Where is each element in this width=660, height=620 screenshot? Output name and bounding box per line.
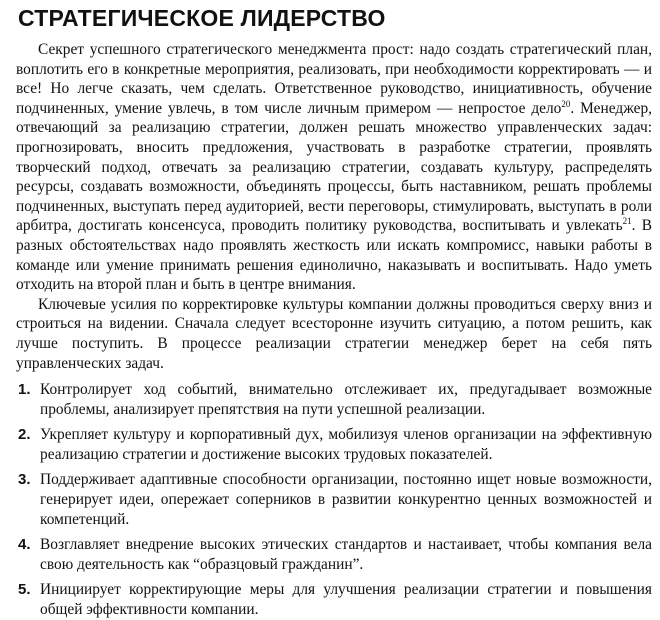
list-item [16, 425, 652, 464]
paragraph-culture: Ключевые усилия по корректировке культуры компании должны проводиться сверху вниз и строиться на видении. Сначала следует всесторонне изучить ситуацию, а потом решить, как лучше поступить. В процессе реализации стратегии менеджер берет на себя пять управленческих задач. [16, 295, 652, 372]
paragraph-intro-text-c: . В разных обстоятельствах надо проявлять жесткость или искать компромисс, навыки работы в команде или умение принимать решения единолично, наказывать и воспитывать. Надо уметь отходить на второй план и быть в центре внимания. [16, 217, 652, 294]
list-item-number: 1. [18, 381, 31, 399]
paragraph-intro-text-b: . Менеджер, отвечающий за реализацию стратегии, должен решать множество управленческих задач: прогнозировать, вносить предложения, участвовать в разработке стратегии, проявлять творческий подход, отвечать за реализацию стратегии, создавать культуру, распределять ресурсы, создавать возможности, объединять процессы, быть наставником, решать проблемы подчиненных, выступать перед аудиторией, вести переговоры, стимулировать, выступать в роли арбитра, достигать консенсуса, проводить политику руководства, воспитывать и увлекать [16, 99, 652, 235]
list-item-number: 3. [18, 471, 31, 489]
paragraph-intro [16, 40, 652, 295]
list-item-number: 5. [18, 581, 31, 599]
footnote-ref-20: 20 [561, 98, 571, 109]
section-heading: СТРАТЕГИЧЕСКОЕ ЛИДЕРСТВО [18, 5, 386, 31]
management-tasks-list [16, 380, 652, 620]
footnote-ref-21: 21 [622, 216, 632, 227]
list-item [16, 470, 652, 529]
paragraph-intro-text-a: Секрет успешного стратегического менеджмента прост: надо создать стратегический план, воплотить его в конкретные мероприятия, реализовать, при необходимости корректировать — и все! Но легче сказать, чем сделать. Ответственное руководство, инициативность, обучение подчиненных, умение увлечь, в том числе личным примером — непростое дело [16, 41, 652, 117]
list-item-number: 4. [18, 536, 31, 554]
list-item-text: Инициирует корректирующие меры для улучшения реализации стратегии и повышения общей эффективности компании. [40, 581, 652, 619]
list-item-text: Возглавляет внедрение высоких этических стандартов и настаивает, чтобы компания вела свою деятельность как “образцовый гражданин”. [40, 536, 652, 573]
list-item [16, 535, 652, 574]
list-item-number: 2. [18, 426, 31, 444]
list-item-text: Контролирует ход событий, внимательно отслеживает их, предугадывает возможные проблемы, анализирует препятствия на пути успешной реализации. [40, 381, 652, 418]
list-item [16, 380, 652, 419]
list-item-text: Поддерживает адаптивные способности организации, постоянно ищет новые возможности, генерирует идеи, опережает соперников в развитии конкурентно ценных возможностей и компетенций. [40, 471, 652, 528]
list-item [16, 580, 652, 619]
list-item-text: Укрепляет культуру и корпоративный дух, мобилизуя членов организации на эффективную реализацию стратегии и достижение высоких трудовых показателей. [40, 426, 652, 463]
